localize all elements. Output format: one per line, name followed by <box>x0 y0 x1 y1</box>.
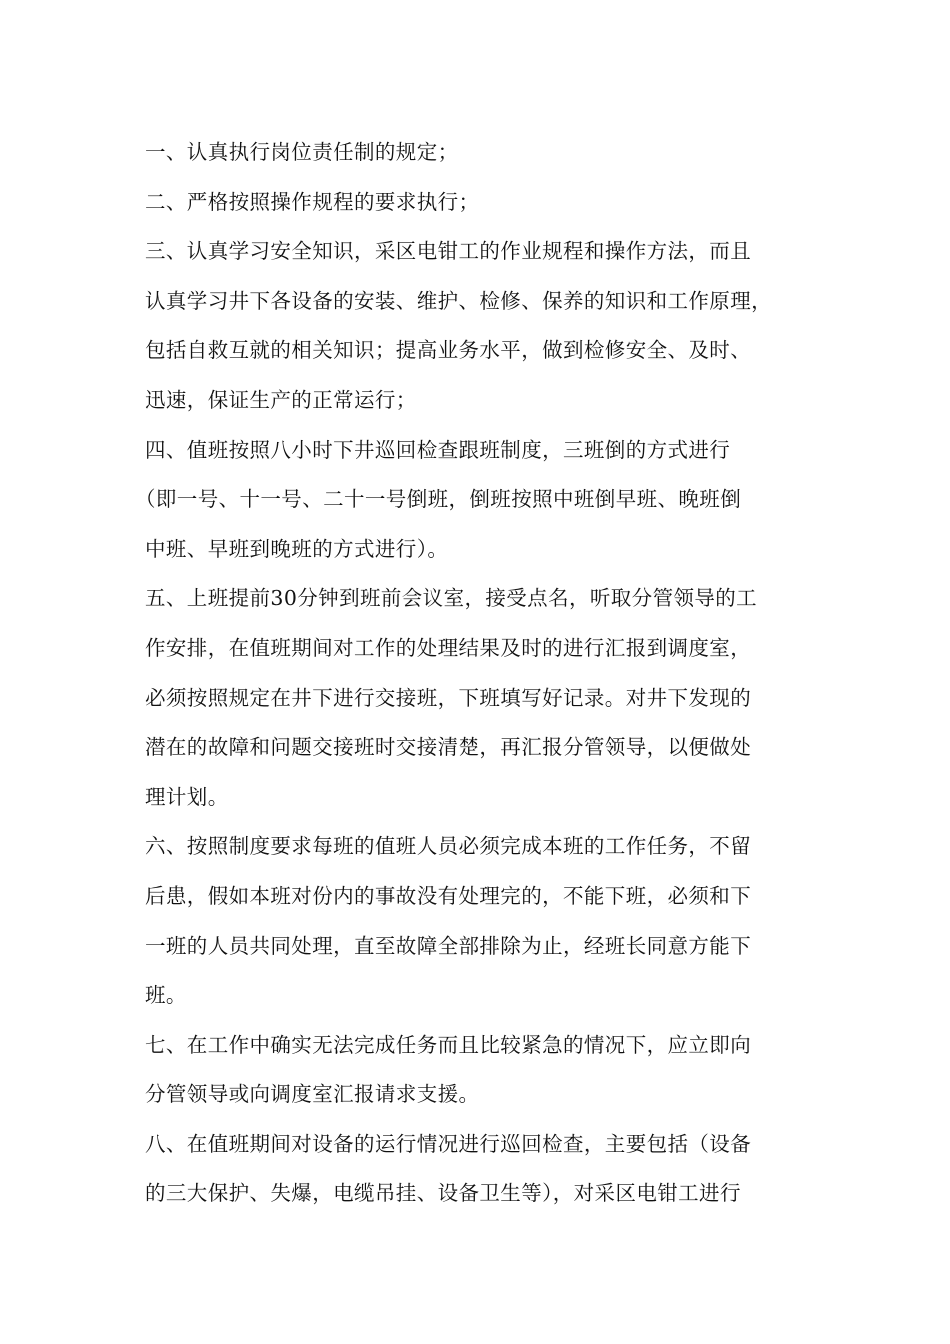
text-line: 四、值班按照八小时下井巡回检查跟班制度，三班倒的方式进行 <box>145 437 731 462</box>
text-line: 中班、早班到晚班的方式进行）。 <box>145 536 449 561</box>
text-line: 八、在值班期间对设备的运行情况进行巡回检查，主要包括（设备 <box>145 1131 752 1156</box>
text-line: 必须按照规定在井下进行交接班，下班填写好记录。对井下发现的 <box>145 685 752 710</box>
text-line: 七、在工作中确实无法完成任务而且比较紧急的情况下，应立即向 <box>145 1032 752 1057</box>
text-line: 作安排，在值班期间对工作的处理结果及时的进行汇报到调度室， <box>145 635 752 660</box>
text-line: 迅速，保证生产的正常运行； <box>145 387 417 412</box>
text-line: 班。 <box>145 983 187 1008</box>
text-line: 的三大保护、失爆，电缆吊挂、设备卫生等），对采区电钳工进行 <box>145 1181 741 1206</box>
text-line: 包括自救互就的相关知识；提高业务水平，做到检修安全、及时、 <box>145 338 752 363</box>
document-body <box>135 128 810 1219</box>
text-line: （即一号、十一号、二十一号倒班，倒班按照中班倒早班、晚班倒 <box>135 487 742 512</box>
text-line: 六、按照制度要求每班的值班人员必须完成本班的工作任务，不留 <box>145 834 752 859</box>
text-line: 理计划。 <box>145 784 229 809</box>
text-line: 五、上班提前30分钟到班前会议室，接受点名，听取分管领导的工 <box>145 586 758 611</box>
text-line: 后患，假如本班对份内的事故没有处理完的，不能下班，必须和下 <box>145 883 752 908</box>
text-line: 一班的人员共同处理，直至故障全部排除为止，经班长同意方能下 <box>145 933 752 958</box>
text-line: 潜在的故障和问题交接班时交接清楚，再汇报分管领导，以便做处 <box>145 735 752 760</box>
text-line: 认真学习井下各设备的安装、维护、检修、保养的知识和工作原理， <box>145 288 772 313</box>
text-line: 三、认真学习安全知识，采区电钳工的作业规程和操作方法，而且 <box>145 239 752 264</box>
text-line: 一、认真执行岗位责任制的规定； <box>145 140 459 164</box>
text-line: 分管领导或向调度室汇报请求支援。 <box>145 1082 480 1107</box>
text-line: 二、严格按照操作规程的要求执行； <box>145 189 480 214</box>
